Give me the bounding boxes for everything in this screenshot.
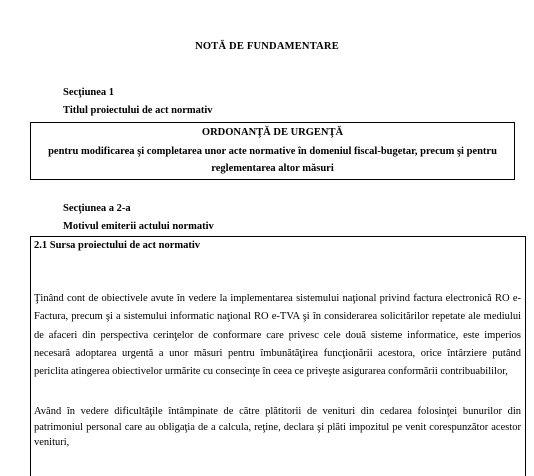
- section-2-heading: Motivul emiterii actului normativ: [63, 221, 214, 232]
- act-title-box: [30, 122, 515, 180]
- section-1-heading: Titlul proiectului de act normativ: [63, 105, 213, 116]
- act-description: pentru modificarea şi completarea unor acte normative în domeniul fiscal-bugetar, precum şi pentru reglementarea altor măsuri: [48, 146, 497, 174]
- section-1-label: Secţiunea 1: [63, 87, 115, 98]
- section-2-label: Secţiunea a 2-a: [63, 203, 131, 214]
- document-title: NOTĂ DE FUNDAMENTARE: [195, 41, 339, 52]
- paragraph-2: Având în vedere dificultăţile întâmpinate de către plătitorii de venituri din cedarea folosinţei bunurilor din patrimoniul personal care au obligaţia de a calcula, reţine, declara şi plăti impozitul pe venit corespunzător acestor venituri,: [34, 406, 521, 448]
- paragraph-1: Ţinând cont de obiectivele avute în vedere la implementarea sistemului naţional privind factura electronică RO e-Factura, precum şi a sistemului informatic naţional RO e-TVA şi în considerarea solicitărilor repetate ale mediului de afaceri din perspectiva cerinţelor de conformare care privesc cele două sisteme informatice, este imperios necesară adoptarea urgentă a unor măsuri pentru îmbunătăţirea funcţionării acestora, orice întârziere putând periclita atingerea obiectivelor urmărite cu consecinţe în ceea ce priveşte asigurarea conformării contribuabililor,: [34, 293, 521, 378]
- source-sub-heading: 2.1 Sursa proiectului de act normativ: [34, 240, 201, 251]
- source-box: [30, 236, 526, 476]
- act-type: ORDONANŢĂ DE URGENŢĂ: [201, 127, 344, 138]
